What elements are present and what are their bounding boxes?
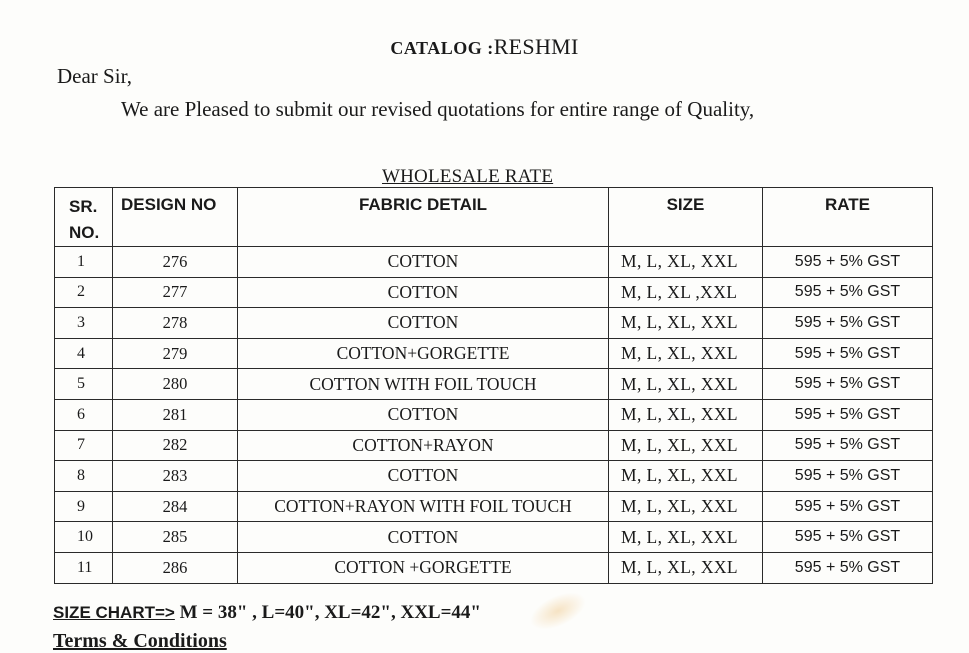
- cell-design-no: 278: [113, 308, 238, 339]
- table-row: [55, 399, 933, 430]
- cell-size: M, L, XL, XXL: [609, 430, 763, 461]
- table-header-row: [55, 188, 933, 247]
- header-sr-line2: NO.: [69, 223, 100, 242]
- cell-rate: 595 + 5% GST: [763, 308, 933, 339]
- cell-design-no: 283: [113, 461, 238, 492]
- rate-table: [54, 187, 933, 584]
- header-fabric-detail: FABRIC DETAIL: [238, 188, 609, 247]
- cell-design-no: 286: [113, 552, 238, 583]
- cell-sr-no: 10: [55, 522, 113, 553]
- cell-size: M, L, XL, XXL: [609, 369, 763, 400]
- cell-fabric-detail: COTTON WITH FOIL TOUCH: [238, 369, 609, 400]
- table-row: [55, 277, 933, 308]
- cell-fabric-detail: COTTON: [238, 308, 609, 339]
- cutoff-terms-line: [53, 628, 283, 652]
- table-row: [55, 491, 933, 522]
- cell-design-no: 282: [113, 430, 238, 461]
- cell-sr-no: 7: [55, 430, 113, 461]
- table-row: [55, 522, 933, 553]
- cell-design-no: 281: [113, 399, 238, 430]
- cell-rate: 595 + 5% GST: [763, 552, 933, 583]
- header-sr-line1: SR.: [69, 197, 98, 216]
- size-chart-values: M = 38" , L=40", XL=42", XXL=44": [174, 602, 481, 623]
- cell-size: M, L, XL ,XXL: [609, 277, 763, 308]
- cell-fabric-detail: COTTON+RAYON: [238, 430, 609, 461]
- cell-fabric-detail: COTTON: [238, 399, 609, 430]
- cell-sr-no: 4: [55, 338, 113, 369]
- cell-size: M, L, XL, XXL: [609, 338, 763, 369]
- cell-sr-no: 1: [55, 247, 113, 278]
- cell-fabric-detail: COTTON: [238, 277, 609, 308]
- cell-fabric-detail: COTTON +GORGETTE: [238, 552, 609, 583]
- cell-sr-no: 5: [55, 369, 113, 400]
- paper-stain: [524, 585, 591, 638]
- cell-rate: 595 + 5% GST: [763, 277, 933, 308]
- cell-size: M, L, XL, XXL: [609, 552, 763, 583]
- cell-size: M, L, XL, XXL: [609, 247, 763, 278]
- intro-paragraph: We are Pleased to submit our revised quotations for entire range of Quality,: [121, 97, 755, 121]
- table-body: [55, 247, 933, 584]
- cell-sr-no: 8: [55, 461, 113, 492]
- cell-rate: 595 + 5% GST: [763, 430, 933, 461]
- table-row: [55, 308, 933, 339]
- cell-design-no: 279: [113, 338, 238, 369]
- cell-size: M, L, XL, XXL: [609, 308, 763, 339]
- cell-design-no: 276: [113, 247, 238, 278]
- header-design-no: DESIGN NO: [113, 188, 238, 247]
- table-row: [55, 430, 933, 461]
- salutation: Dear Sir,: [57, 64, 132, 88]
- size-chart: [53, 602, 481, 624]
- table-caption: WHOLESALE RATE: [382, 166, 554, 187]
- table-row: [55, 369, 933, 400]
- cell-rate: 595 + 5% GST: [763, 399, 933, 430]
- cell-design-no: 277: [113, 277, 238, 308]
- cell-rate: 595 + 5% GST: [763, 522, 933, 553]
- cell-sr-no: 9: [55, 491, 113, 522]
- cell-sr-no: 11: [55, 552, 113, 583]
- cell-size: M, L, XL, XXL: [609, 461, 763, 492]
- cell-design-no: 284: [113, 491, 238, 522]
- cell-size: M, L, XL, XXL: [609, 491, 763, 522]
- cell-sr-no: 6: [55, 399, 113, 430]
- header-rate: RATE: [763, 188, 933, 247]
- cell-rate: 595 + 5% GST: [763, 369, 933, 400]
- catalog-title: [0, 34, 969, 60]
- cell-fabric-detail: COTTON+RAYON WITH FOIL TOUCH: [238, 491, 609, 522]
- cell-fabric-detail: COTTON: [238, 461, 609, 492]
- cell-sr-no: 3: [55, 308, 113, 339]
- size-chart-label: SIZE CHART=>: [53, 603, 175, 622]
- cell-rate: 595 + 5% GST: [763, 338, 933, 369]
- cell-fabric-detail: COTTON: [238, 247, 609, 278]
- catalog-name: RESHMI: [493, 34, 579, 59]
- table-row: [55, 338, 933, 369]
- cell-size: M, L, XL, XXL: [609, 399, 763, 430]
- cell-fabric-detail: COTTON: [238, 522, 609, 553]
- cutoff-terms-text: Terms & Conditions: [53, 630, 227, 652]
- cell-rate: 595 + 5% GST: [763, 461, 933, 492]
- header-sr-no: [55, 188, 113, 247]
- table-row: [55, 247, 933, 278]
- cell-size: M, L, XL, XXL: [609, 522, 763, 553]
- cell-fabric-detail: COTTON+GORGETTE: [238, 338, 609, 369]
- cell-rate: 595 + 5% GST: [763, 491, 933, 522]
- cell-sr-no: 2: [55, 277, 113, 308]
- catalog-label: CATALOG :: [390, 38, 494, 58]
- table-row: [55, 552, 933, 583]
- header-size: SIZE: [609, 188, 763, 247]
- cell-design-no: 285: [113, 522, 238, 553]
- table-row: [55, 461, 933, 492]
- cell-rate: 595 + 5% GST: [763, 247, 933, 278]
- cell-design-no: 280: [113, 369, 238, 400]
